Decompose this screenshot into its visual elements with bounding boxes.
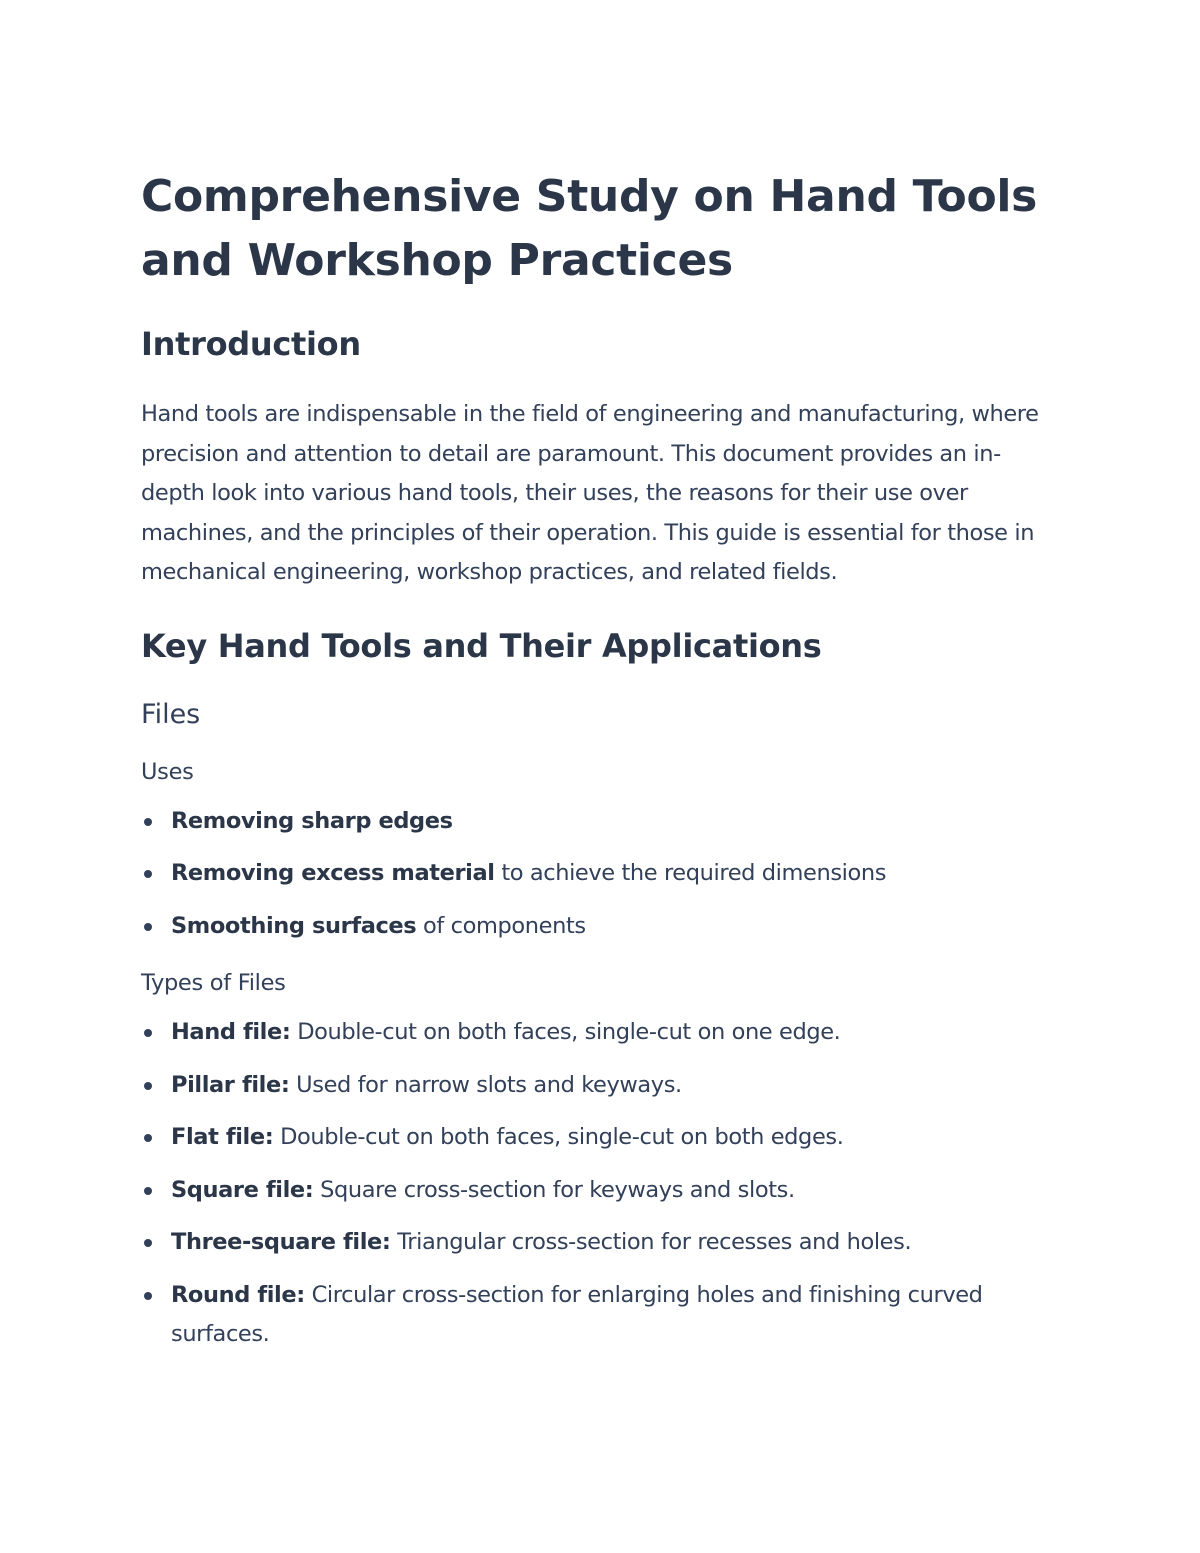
list-item <box>141 854 1060 894</box>
list-item-term: Pillar file: <box>171 1071 290 1098</box>
list-item <box>141 802 1060 842</box>
bullet-icon <box>144 818 152 826</box>
list-item-term: Square file: <box>171 1176 314 1203</box>
bullet-icon <box>144 1292 152 1300</box>
list-item-term: Smoothing surfaces <box>171 912 417 939</box>
list-item <box>141 907 1060 947</box>
bullet-icon <box>144 1082 152 1090</box>
list-item-text: Used for narrow slots and keyways. <box>289 1071 682 1098</box>
list-item-text: Square cross-section for keyways and slots. <box>313 1176 795 1203</box>
list-item-text: of components <box>416 912 586 939</box>
bullet-icon <box>144 1187 152 1195</box>
bullet-icon <box>144 1134 152 1142</box>
list-item-text: Triangular cross-section for recesses and holes. <box>390 1229 912 1255</box>
list-item-term: Removing sharp edges <box>171 807 453 834</box>
list-item-term: Round file: <box>171 1281 305 1308</box>
bullet-icon <box>144 1029 152 1037</box>
uses-list <box>141 802 1060 947</box>
bullet-icon <box>144 1239 152 1247</box>
subheading-uses: Uses <box>141 758 194 785</box>
list-item-term: Flat file: <box>171 1124 274 1150</box>
list-item <box>141 1013 1060 1053</box>
list-item <box>141 1223 1060 1263</box>
list-item-term: Removing excess material <box>171 860 495 886</box>
types-list <box>141 1013 1060 1355</box>
introduction-paragraph: Hand tools are indispensable in the field of engineering and manufacturing, where precision and attention to detail are paramount. This document provides an in-depth look into various hand tools, their uses, the reasons for their use over machines, and the principles of their operation. This guide is essential for those in mechanical engineering, workshop practices, and related fields. <box>141 401 1039 585</box>
list-item-term: Hand file: <box>171 1019 291 1045</box>
list-item-term: Three-square file: <box>171 1229 391 1255</box>
list-item <box>141 1118 1060 1158</box>
list-item <box>141 1171 1060 1211</box>
bullet-icon <box>144 923 152 931</box>
subheading-types-of-files: Types of Files <box>141 970 286 996</box>
list-item <box>141 1276 1060 1355</box>
bullet-icon <box>144 870 152 878</box>
page-title: Comprehensive Study on Hand Tools and Workshop Practices <box>141 171 1038 286</box>
section-heading-key-tools: Key Hand Tools and Their Applications <box>141 626 822 665</box>
list-item <box>141 1066 1060 1106</box>
section-heading-introduction: Introduction <box>141 325 361 363</box>
list-item-text: Double-cut on both faces, single-cut on both edges. <box>273 1124 844 1150</box>
list-item-text: Circular cross-section for enlarging holes and finishing curved surfaces. <box>171 1281 983 1347</box>
list-item-text: Double-cut on both faces, single-cut on one edge. <box>290 1019 841 1045</box>
list-item-text: to achieve the required dimensions <box>494 860 887 886</box>
subsection-heading-files: Files <box>141 698 201 730</box>
